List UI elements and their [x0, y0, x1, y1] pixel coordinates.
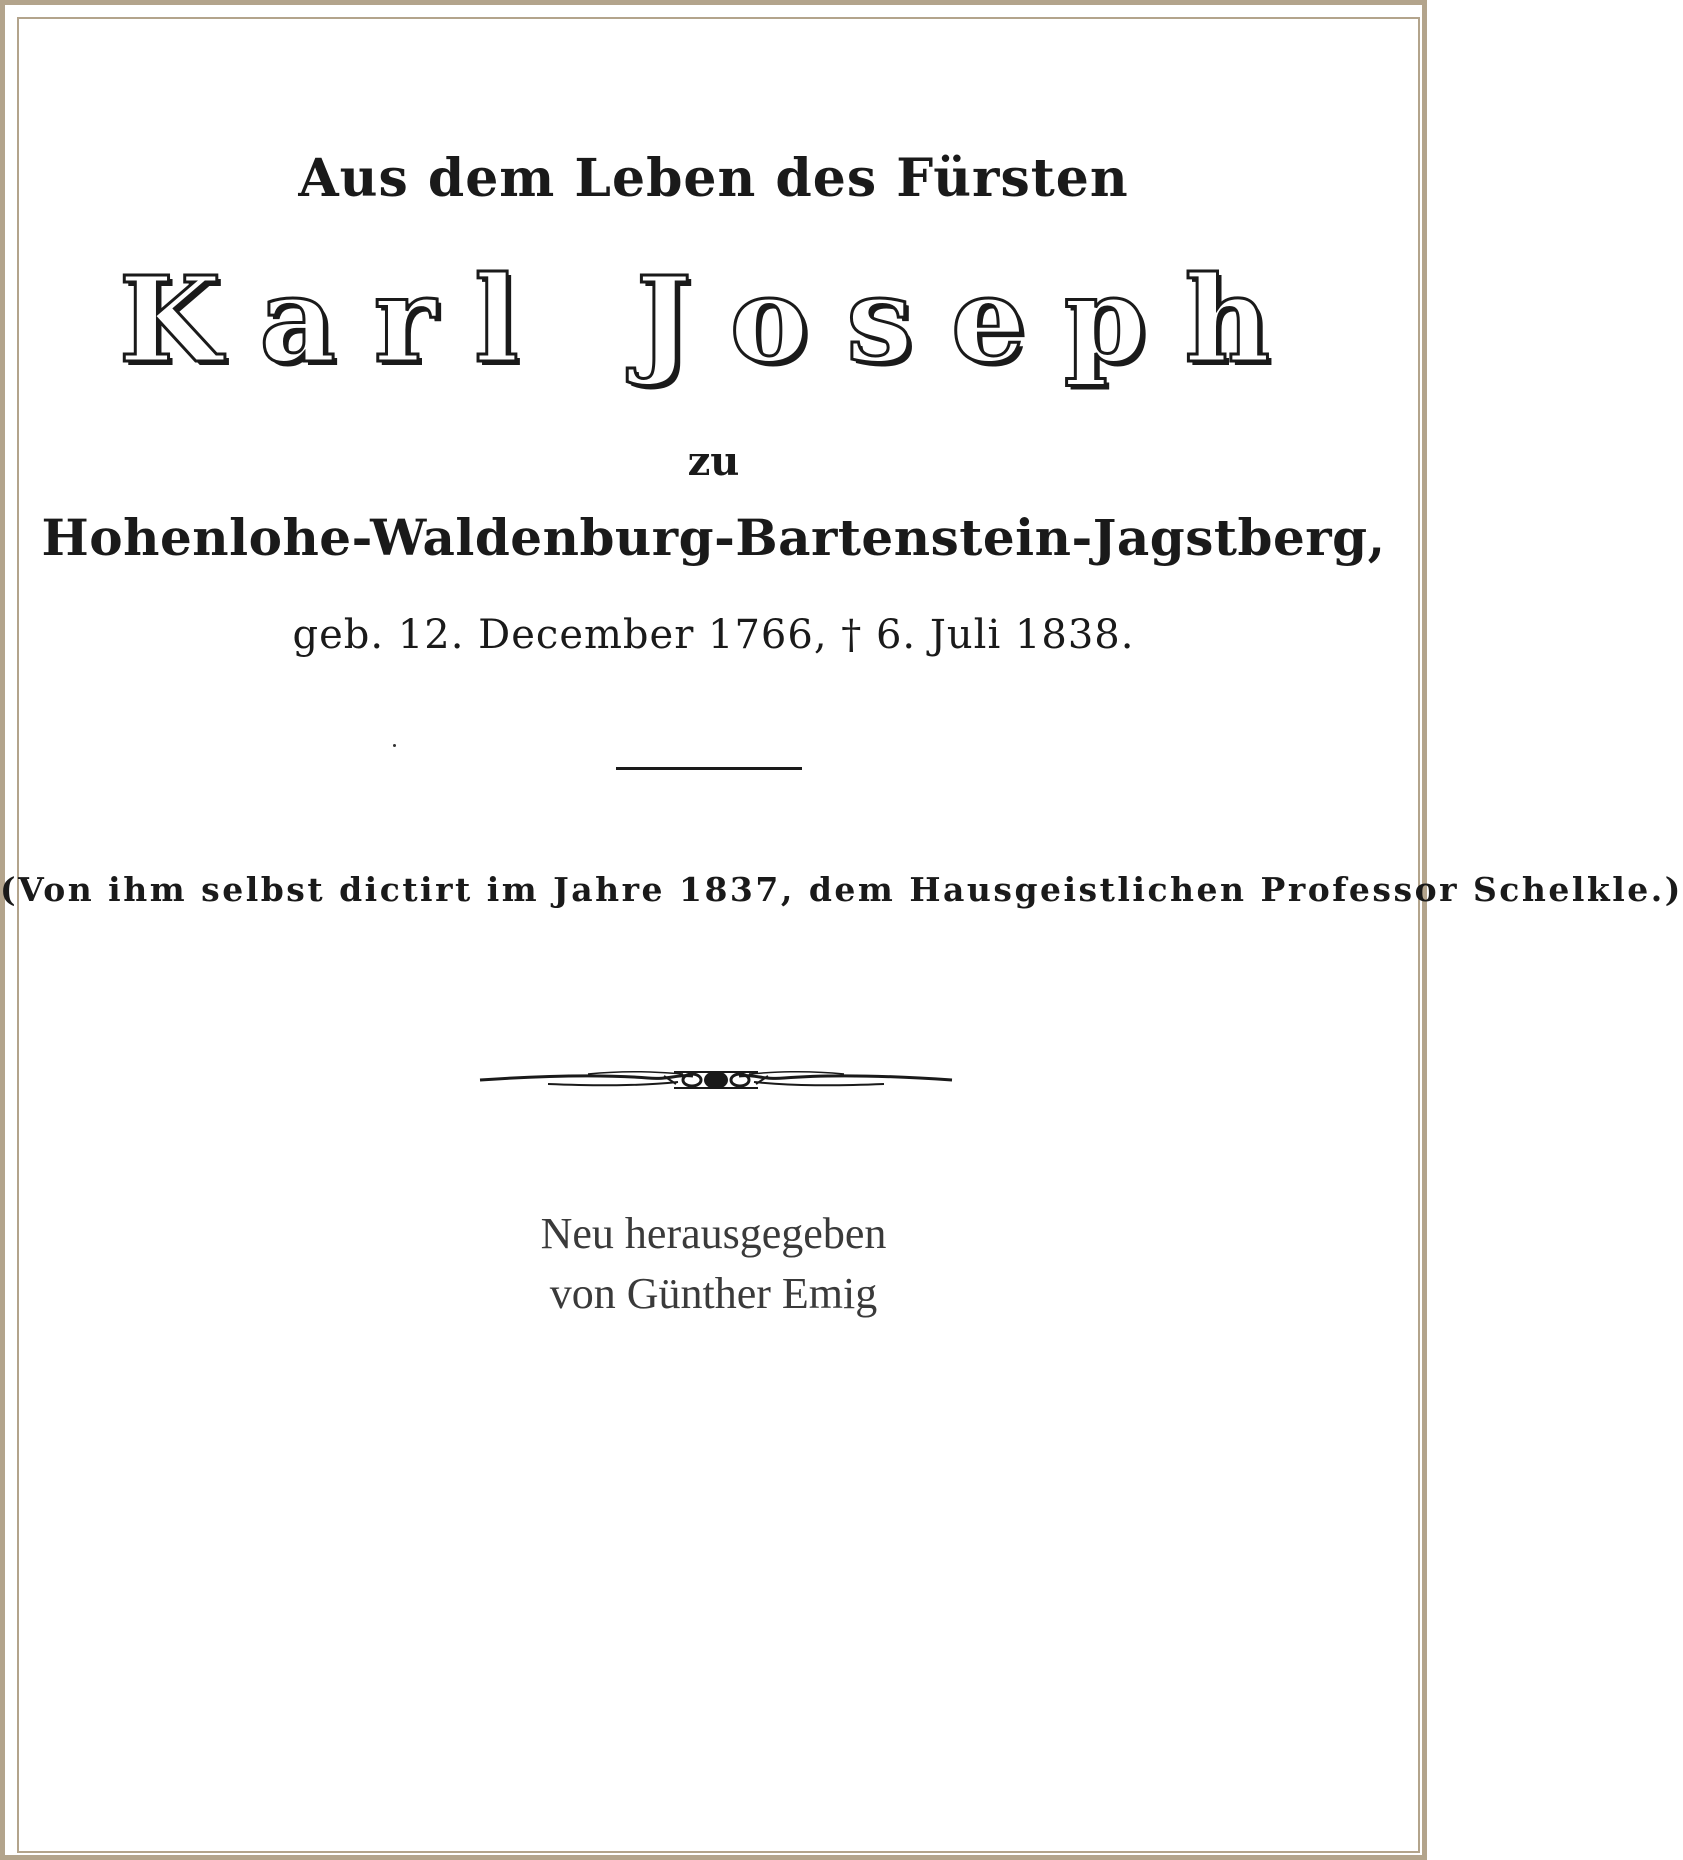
title-house: Hohenlohe-Waldenburg-Bartenstein-Jagstberg,: [41, 508, 1386, 567]
stray-dot: [393, 744, 396, 747]
title-rule: [616, 767, 802, 770]
editor-line-2: von Günther Emig: [549, 1269, 878, 1318]
title-name: Karl Joseph: [118, 250, 1309, 389]
ornament-divider-icon: [478, 1062, 954, 1098]
title-intro: Aus dem Leben des Fürsten: [298, 148, 1129, 209]
title-note: (Von ihm selbst dictirt im Jahre 1837, dem Hausgeistlichen Professor Schelkle.): [0, 870, 1683, 909]
title-dates: geb. 12. December 1766, † 6. Juli 1838.: [292, 612, 1135, 658]
title-zu: zu: [687, 438, 740, 485]
editor-line-1: Neu herausgegeben: [540, 1209, 887, 1258]
